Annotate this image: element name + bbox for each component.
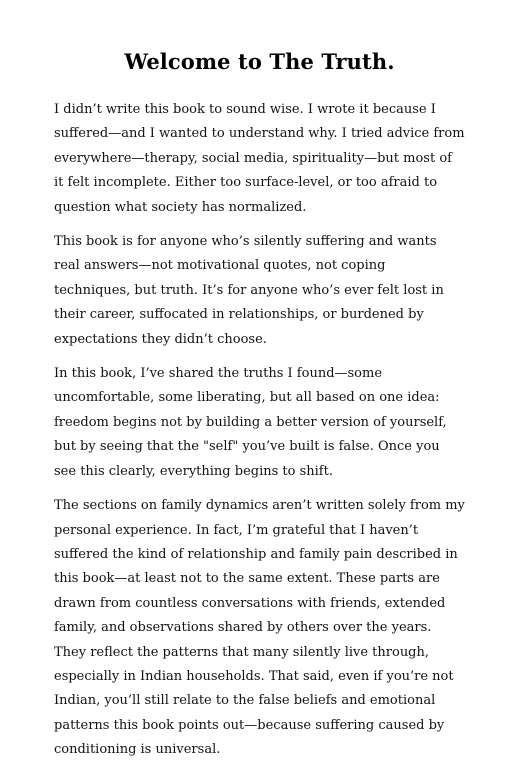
paragraph-1: I didn’t write this book to sound wise. I wrote it because I suffered—and I wanted to understand why. I tried advice from everywhere—therapy, social media, spirituality—but most of it felt incomplete. Either too surface-level, or too afraid to question what society has normalized. — [54, 102, 465, 215]
paragraph-2: This book is for anyone who’s silently suffering and wants real answers—not motivational quotes, not coping techniques, but truth. It’s for anyone who’s ever felt lost in their career, suffocated in relationships, or burdened by expectations they didn’t choose. — [54, 234, 444, 347]
page-title: Welcome to The Truth. — [124, 49, 395, 74]
paragraph-3: In this book, I’ve shared the truths I found—some uncomfortable, some liberating, but all based on one idea: freedom begins not by building a better version of yourself, but by seeing that the "self" you’ve built is false. Once you see this clearly, everything begins to shift. — [54, 366, 447, 479]
paragraph-4: The sections on family dynamics aren’t written solely from my personal experience. In fact, I’m grateful that I haven’t suffered the kind of relationship and family pain described in this book—at least not to the same extent. These parts are drawn from countless conversations with friends, extended family, and observations shared by others over the years. They reflect the patterns that many silently live through, especially in Indian households. That said, even if you’re not Indian, you’ll still relate to the false beliefs and emotional patterns this book points out—because suffering caused by conditioning is universal. — [54, 498, 465, 758]
